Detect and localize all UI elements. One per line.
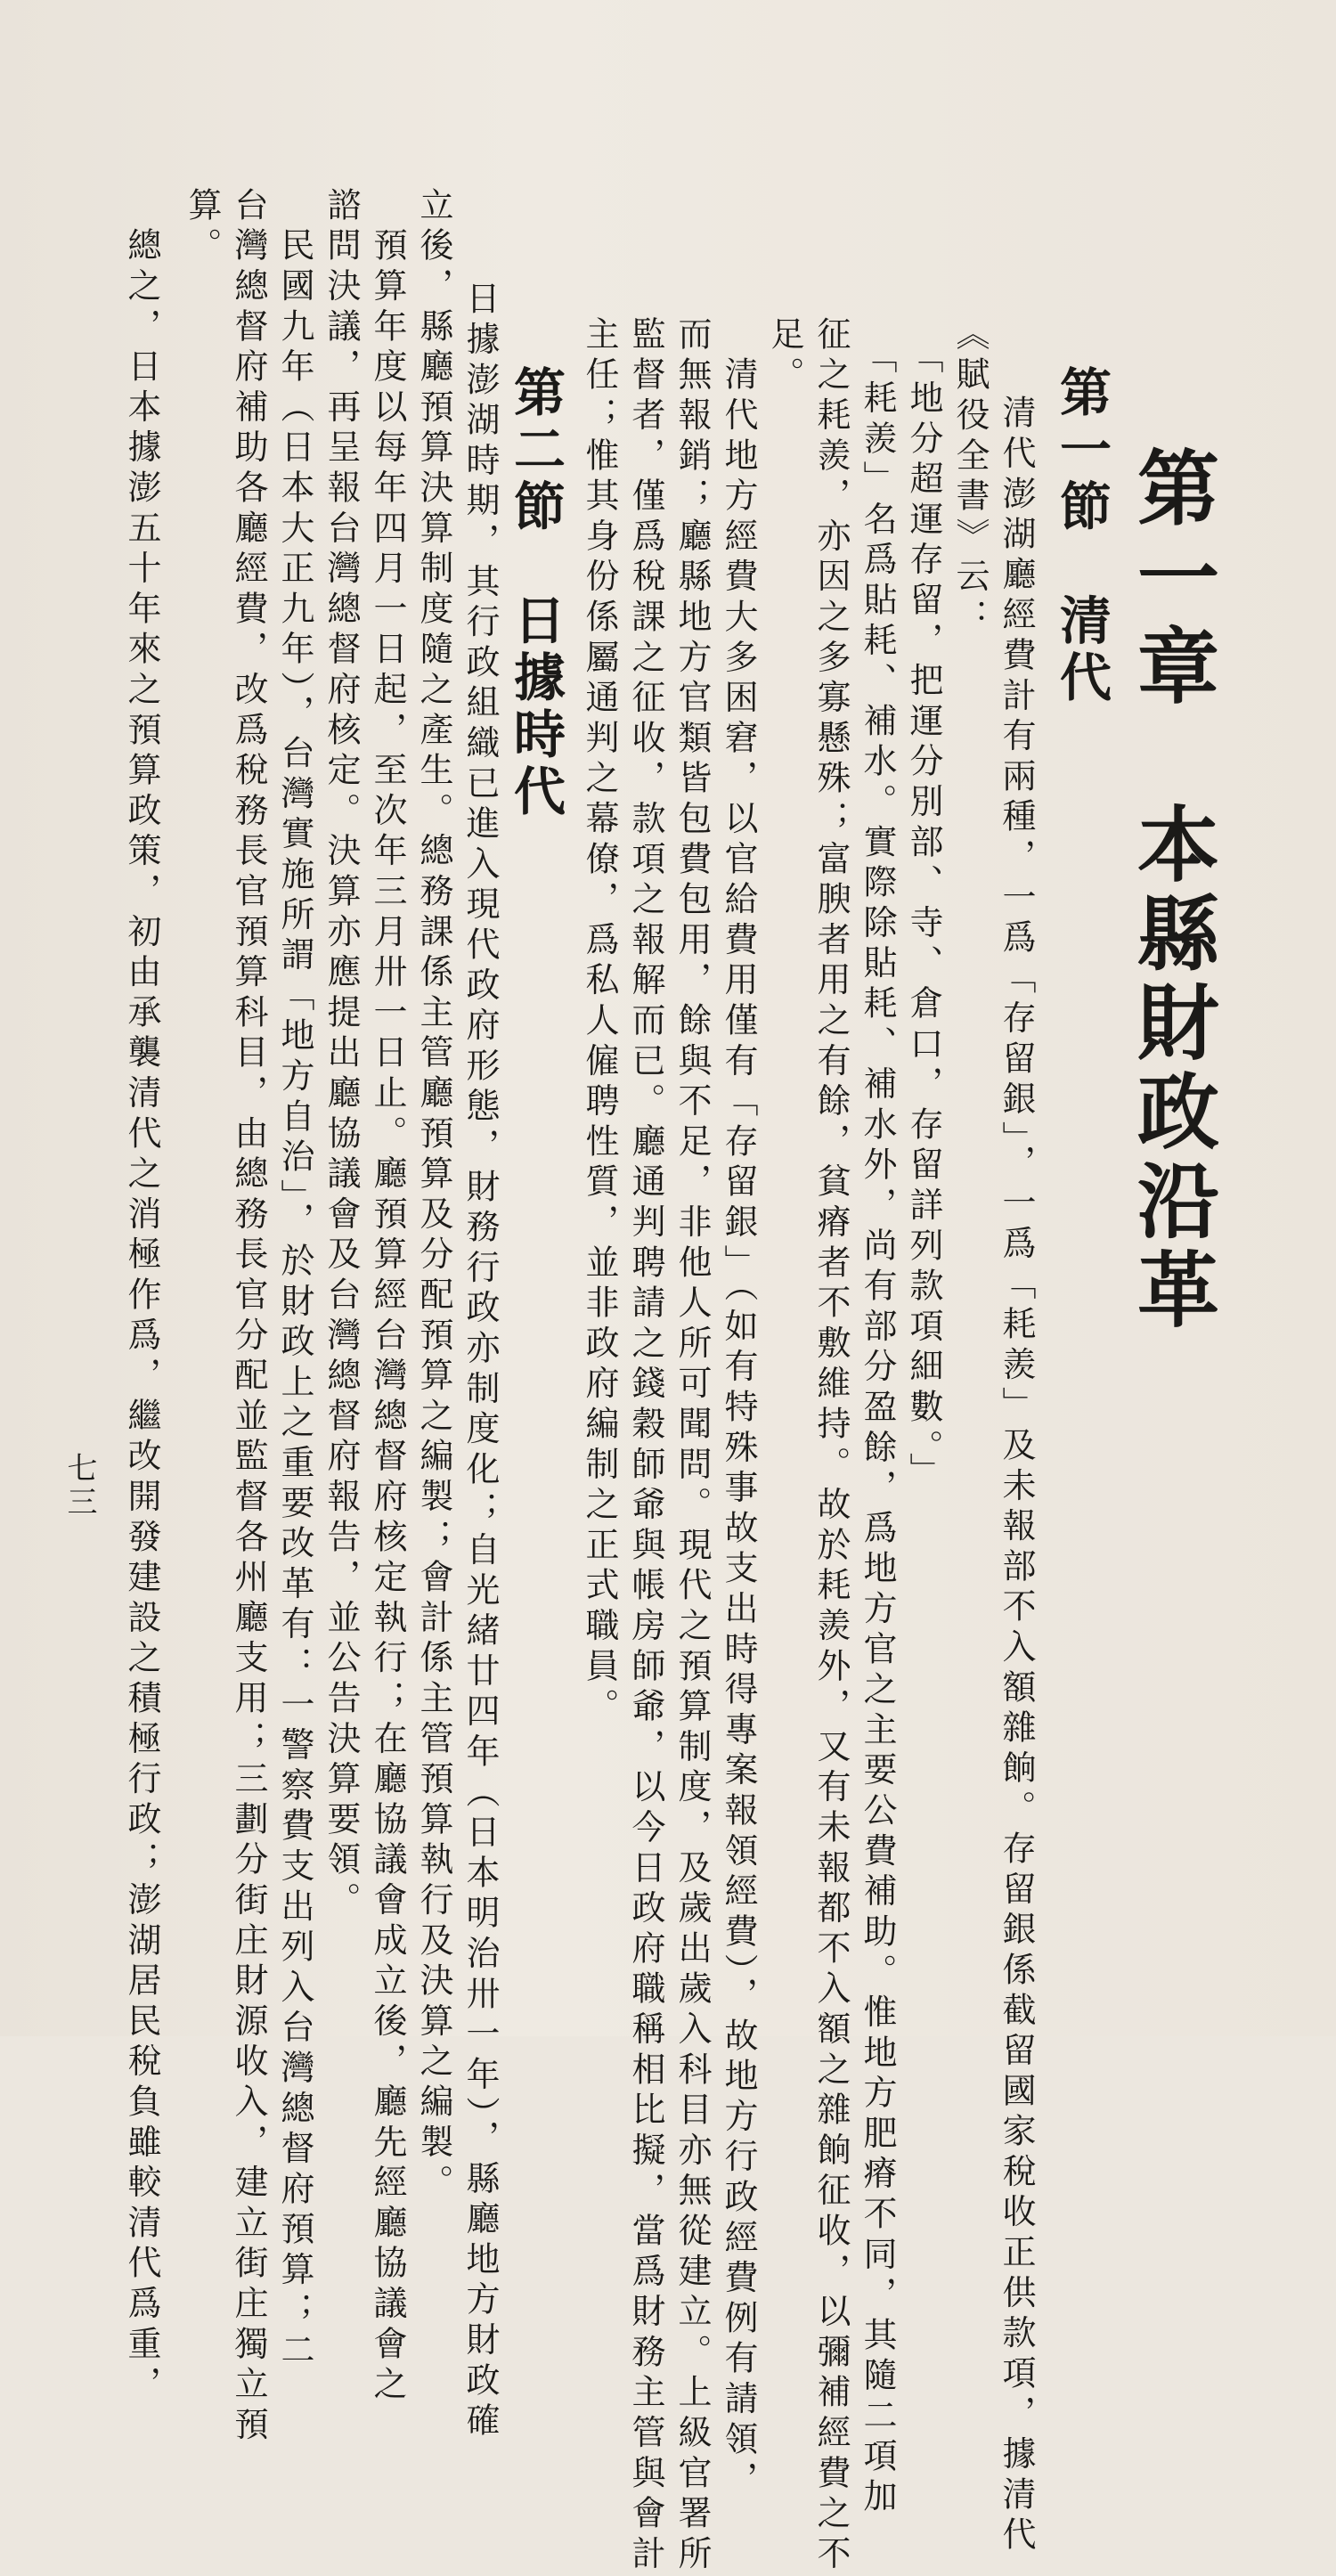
text-line: 監督者，僅爲稅課之征收，款項之報解而已。廳通判聘請之錢穀師爺與帳房師爺，以今日政府職稱相比擬，當爲財務主管與會計 — [626, 316, 665, 2576]
text-line: 征之耗羨，亦因之多寡懸殊；富腴者用之有餘，貧瘠者不敷維持。故於耗羨外，又有未報都不入額之雜餉征收，以彌補經費之不 — [811, 316, 851, 2576]
text-line: 足。 — [765, 316, 804, 397]
text-line: 而無報銷；廳縣地方官類皆包費包用，餘與不足，非他人所可聞問。現代之預算制度，及歲出歲入科目亦無從建立。上級官署所 — [672, 316, 712, 2576]
text-line: 「耗羨」名爲貼耗、補水。實際除貼耗、補水外，尚有部分盈餘，爲地方官之主要公費補助。惟地方肥瘠不同，其隨二項加 — [858, 316, 897, 2519]
text-line: 總之，日本據澎五十年來之預算政策，初由承襲清代之消極作爲，繼改開發建設之積極行政；澎湖居民稅負雖較清代爲重， — [122, 187, 161, 2407]
section-title-japanese-era: 第二節 日據時代 — [505, 365, 566, 821]
page-number: 七三 — [61, 1452, 97, 1520]
text-line: 清代澎湖廳經費計有兩種，一爲「存留銀」，一爲「耗羨」及未報部不入額雜餉。存留銀係截留國家稅收正供款項，據清代 — [997, 355, 1036, 2557]
text-line: 日據澎湖時期，其行政組織已進入現代政府形態，財務行政亦制度化；自光緒廿四年（日本明治卅一年），縣廳地方財政確 — [460, 240, 500, 2443]
text-line: 預算年度以每年四月一日起，至次年三月卅一日止。廳預算經台灣總督府核定執行；在廳協議會成立後，廳先經廳協議會之 — [368, 187, 407, 2407]
text-line: 諮問決議，再呈報台灣總督府核定。決算亦應提出廳協議會及台灣總督府報告，並公告決算要領。 — [322, 187, 361, 1922]
text-line: 主任；惟其身份係屬通判之幕僚，爲私人僱聘性質，並非政府編制之正式職員。 — [580, 316, 619, 1729]
text-line: 清代地方經費大多困窘，以官給費用僅有「存留銀」（如有特殊事故支出時得專案報領經費），故地方行政經費例有請領， — [719, 316, 758, 2502]
text-line: 算。 — [183, 187, 222, 268]
text-line: 立後，縣廳預算決算制度隨之產生。總務課係主管廳預算及分配預算之編製；會計係主管預算執行及決算之編製。 — [414, 187, 453, 2205]
text-line: 《賦役全書》云： — [950, 316, 990, 640]
chapter-title: 第一章 本縣財政沿革 — [1124, 445, 1220, 1336]
text-line: 「地分超運存留，把運分別部、寺、倉口，存留詳列款項細數。」 — [904, 316, 943, 1493]
text-line: 台灣總督府補助各廳經費，改爲稅務長官預算科目，由總務長官分配並監督各州廳支用；三劃分街庄財源收入，建立街庄獨立預 — [229, 187, 268, 2447]
section-title-qing: 第一節 清代 — [1051, 365, 1112, 707]
text-line: 民國九年（日本大正九年），台灣實施所謂「地方自治」，於財政上之重要改革有：一警察費支出列入台灣總督府預算；二 — [275, 187, 314, 2373]
